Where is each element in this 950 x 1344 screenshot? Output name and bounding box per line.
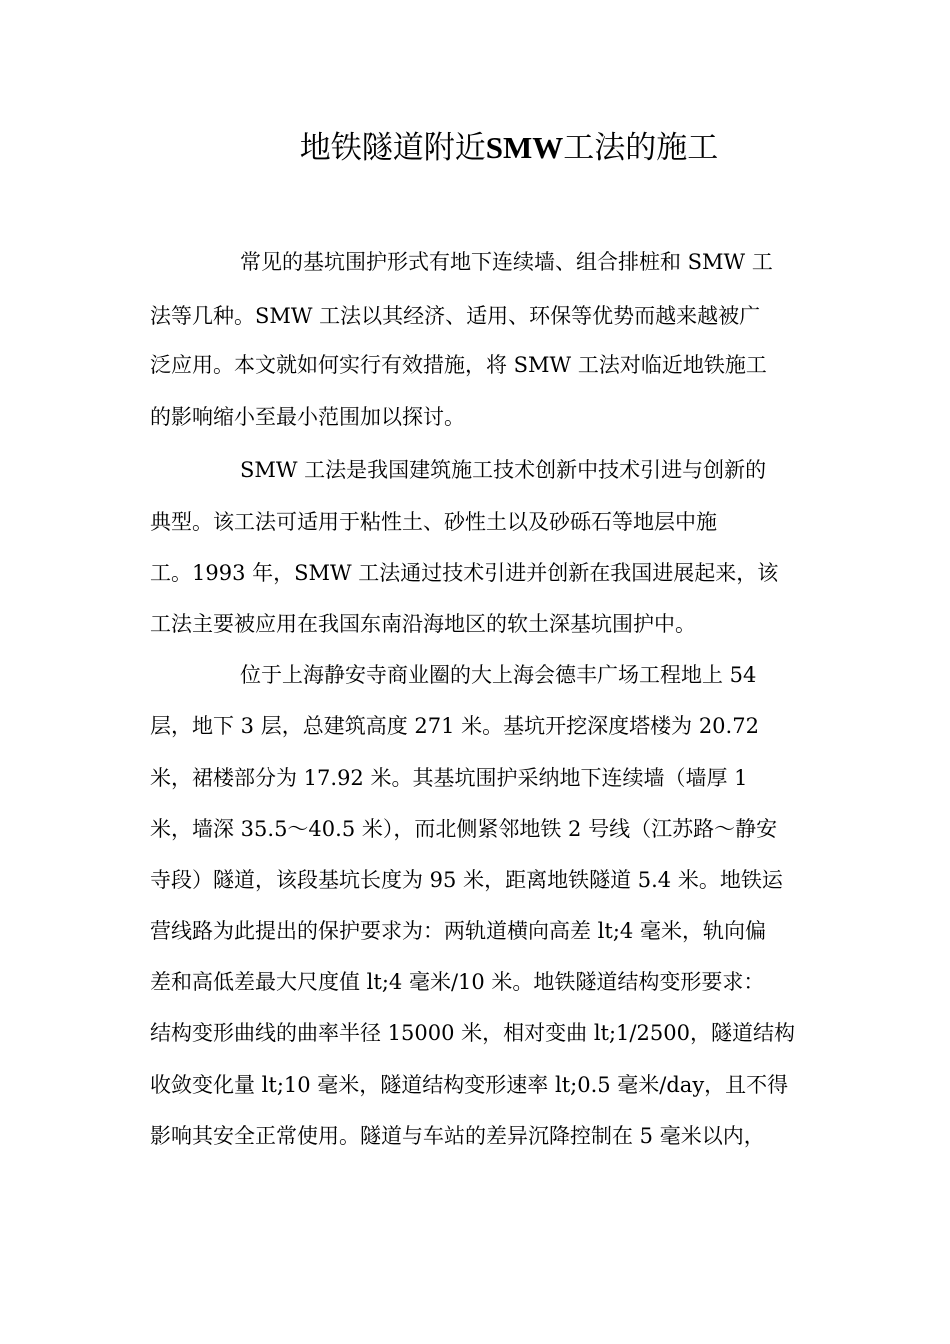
paragraph-3-line-9: 收敛变化量 lt;10 毫米，隧道结构变形速率 lt;0.5 毫米/day，且不得: [150, 1073, 789, 1097]
paragraph-3-line-8: 结构变形曲线的曲率半径 15000 米，相对变曲 lt;1/2500，隧道结构: [150, 1021, 795, 1045]
paragraph-3-line-3: 米，裙楼部分为 17.92 米。其基坑围护采纳地下连续墙（墙厚 1: [150, 766, 748, 790]
paragraph-1-line-4: 的影响缩小至最小范围加以探讨。: [150, 405, 465, 429]
paragraph-2-line-2: 典型。该工法可适用于粘性土、砂性土以及砂砾石等地层中施: [150, 510, 717, 534]
paragraph-3-line-6: 营线路为此提出的保护要求为：两轨道横向高差 lt;4 毫米，轨向偏: [150, 919, 766, 943]
paragraph-3-line-4: 米，墙深 35.5～40.5 米），而北侧紧邻地铁 2 号线（江苏路～静安: [150, 817, 778, 841]
paragraph-1-line-1: 常见的基坑围护形式有地下连续墙、组合排桩和 SMW 工: [240, 250, 773, 274]
document-title: [150, 123, 868, 173]
paragraph-3-line-10: 影响其安全正常使用。隧道与车站的差异沉降控制在 5 毫米以内，: [150, 1124, 765, 1148]
paragraph-2-line-4: 工法主要被应用在我国东南沿海地区的软土深基坑围护中。: [150, 612, 696, 636]
paragraph-3-line-5: 寺段）隧道，该段基坑长度为 95 米，距离地铁隧道 5.4 米。地铁运: [150, 868, 783, 892]
title-part-3: 工法的施工: [563, 130, 719, 166]
paragraph-1-line-3: 泛应用。本文就如何实行有效措施，将 SMW 工法对临近地铁施工: [150, 353, 767, 377]
paragraph-3-line-2: 层，地下 3 层，总建筑高度 271 米。基坑开挖深度塔楼为 20.72: [150, 714, 759, 738]
paragraph-1-line-2: 法等几种。SMW 工法以其经济、适用、环保等优势而越来越被广: [150, 304, 761, 328]
title-part-1: 地铁隧道附近: [299, 130, 486, 166]
paragraph-2-line-1: SMW 工法是我国建筑施工技术创新中技术引进与创新的: [240, 458, 767, 482]
paragraph-3-line-1: 位于上海静安寺商业圈的大上海会德丰广场工程地上 54: [240, 663, 757, 687]
paragraph-2-line-3: 工。1993 年，SMW 工法通过技术引进并创新在我国进展起来，该: [150, 561, 779, 585]
paragraph-3-line-7: 差和高低差最大尺度值 lt;4 毫米/10 米。地铁隧道结构变形要求：: [150, 970, 765, 994]
title-part-2: SMW: [485, 130, 564, 165]
